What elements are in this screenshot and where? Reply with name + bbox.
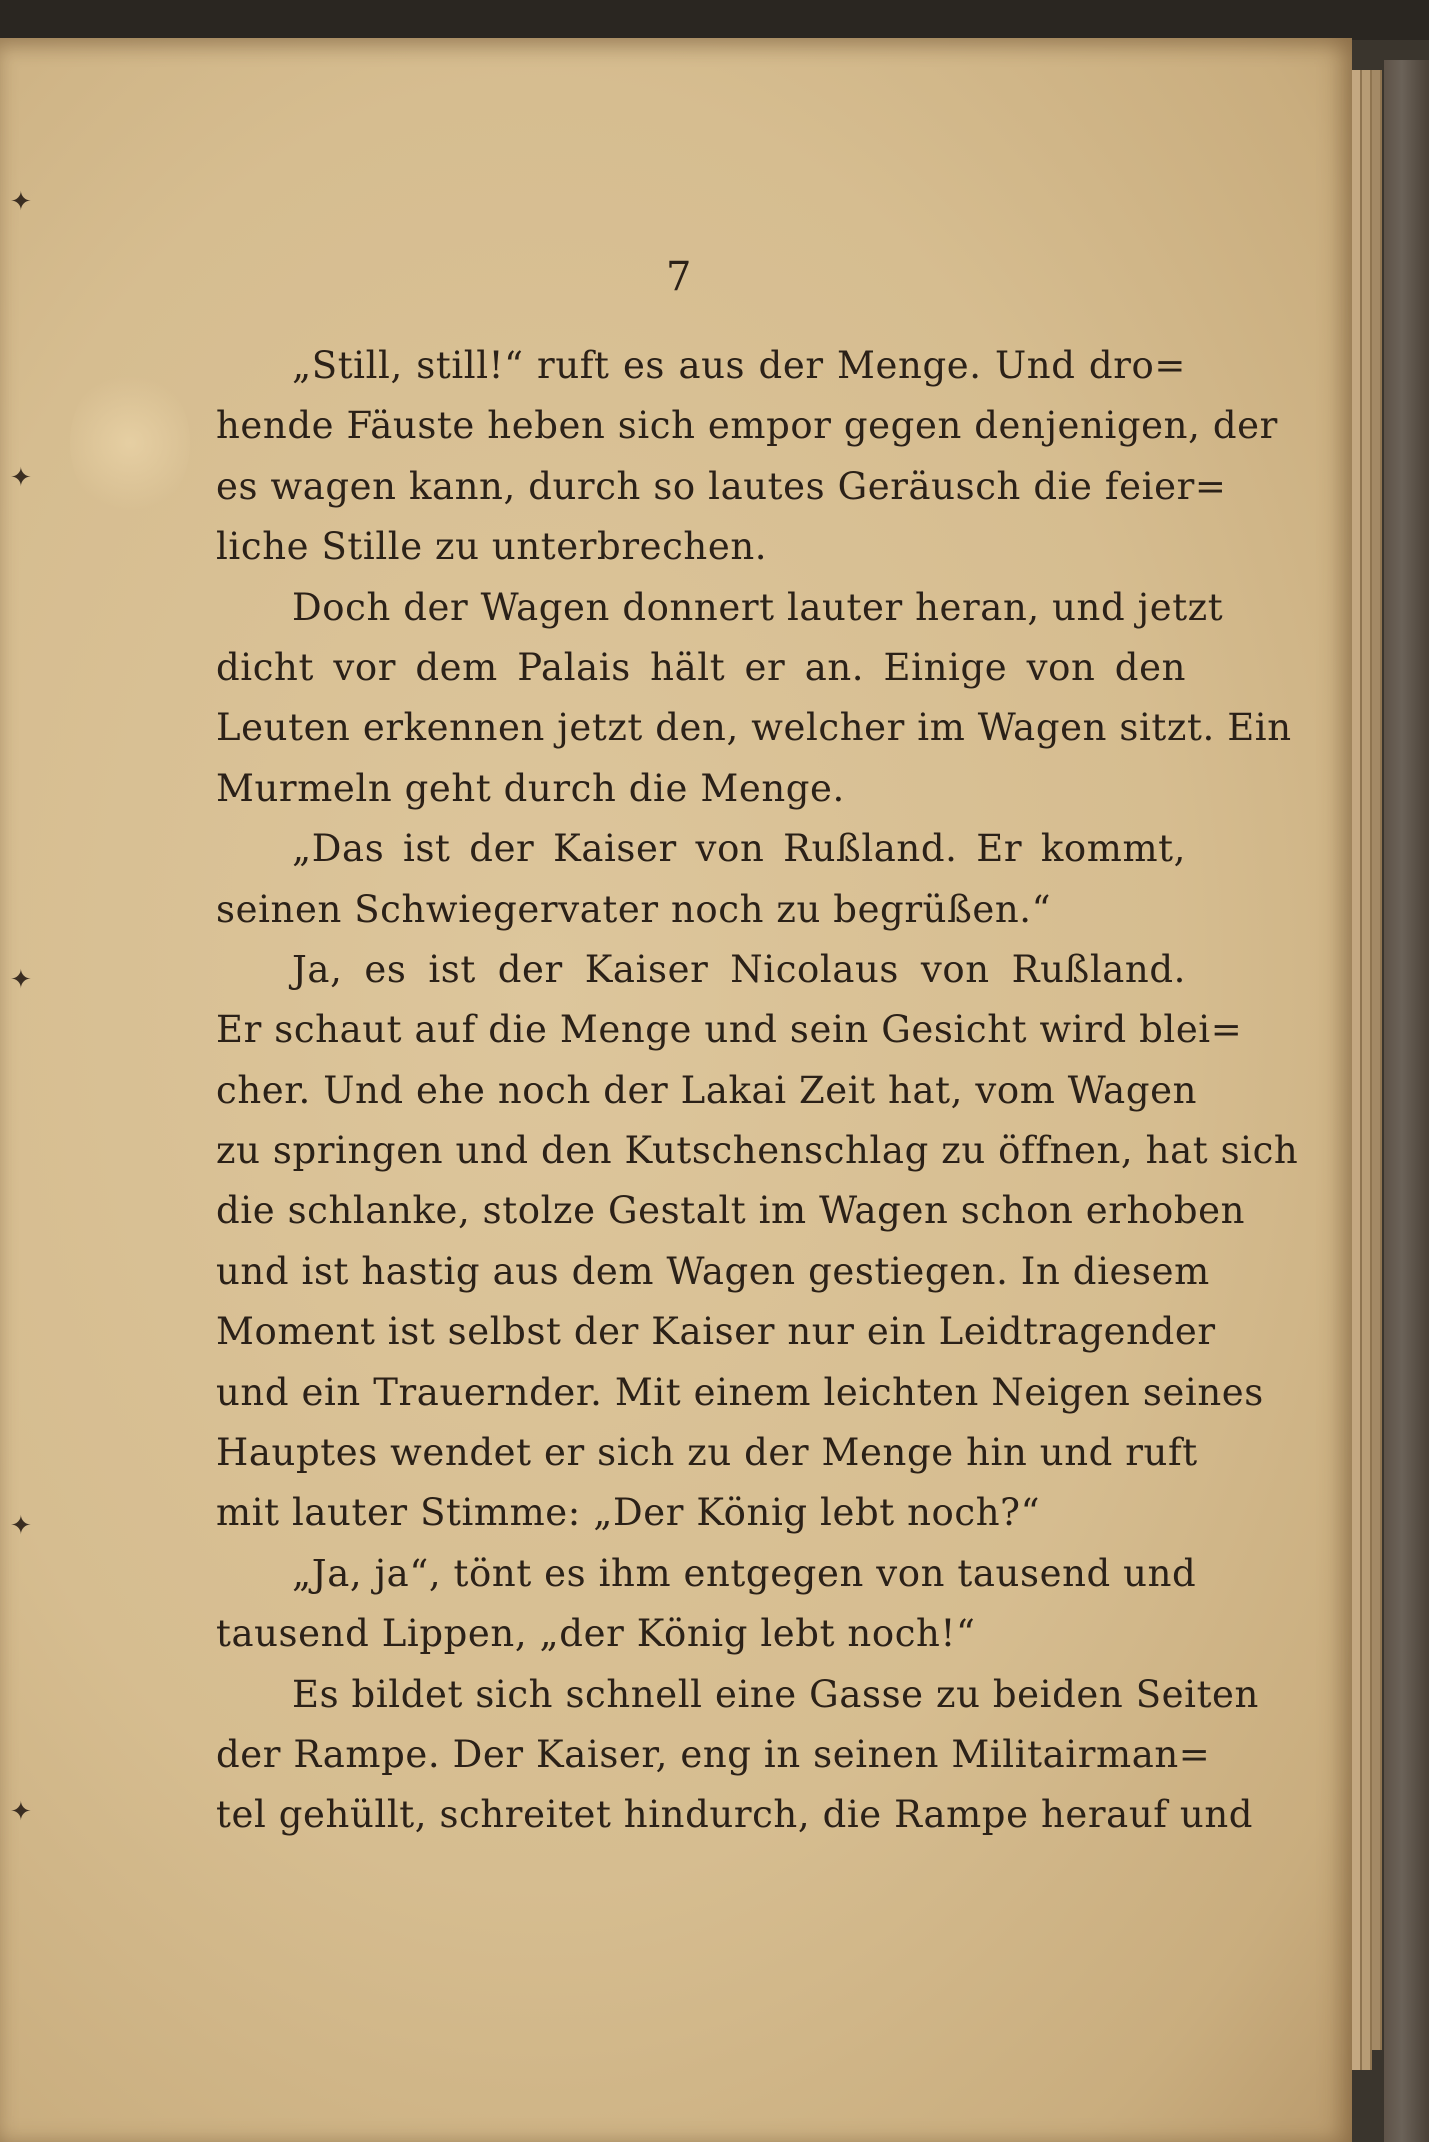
text-line: Er schaut auf die Menge und sein Gesicht wird blei= [216,1008,1243,1052]
paper-stain [70,368,190,518]
page-number: 7 [666,254,692,300]
text-line: dicht vor dem Palais hält er an. Einige von den [216,645,1186,689]
text-line: hende Fäuste heben sich empor gegen denjenigen, der [216,404,1278,448]
text-line: die schlanke, stolze Gestalt im Wagen schon erhoben [216,1189,1246,1233]
text-line: liche Stille zu unterbrechen. [216,525,768,569]
text-line: Hauptes wendet er sich zu der Menge hin und ruft [216,1431,1198,1475]
margin-mark: ✦ [10,463,32,493]
text-line: Leuten erkennen jetzt den, welcher im Wagen sitzt. Ein [216,706,1292,750]
margin-mark: ✦ [10,1511,32,1541]
text-line: tel gehüllt, schreitet hindurch, die Rampe herauf und [216,1793,1254,1837]
text-line: Murmeln geht durch die Menge. [216,766,845,810]
text-line: und ist hastig aus dem Wagen gestiegen. In diesem [216,1249,1210,1293]
margin-mark: ✦ [10,965,32,995]
text-line: Ja, es ist der Kaiser Nicolaus von Rußland. [292,947,1186,991]
book-spine [1384,60,1429,2142]
text-line: und ein Trauernder. Mit einem leichten Neigen seines [216,1370,1264,1414]
page-edges [1352,70,1362,2070]
text-line: Moment ist selbst der Kaiser nur ein Leidtragender [216,1310,1216,1354]
text-line: „Das ist der Kaiser von Rußland. Er kommt, [292,827,1186,871]
book-cover-edge [0,0,1429,40]
text-line: cher. Und ehe noch der Lakai Zeit hat, vom Wagen [216,1068,1198,1112]
text-line: „Ja, ja“, tönt es ihm entgegen von tausend und [292,1551,1197,1595]
text-line: „Still, still!“ ruft es aus der Menge. Und dro= [292,344,1186,387]
text-line: tausend Lippen, „der König lebt noch!“ [216,1612,976,1656]
text-line: zu springen und den Kutschenschlag zu öffnen, hat sich [216,1129,1299,1173]
text-line: seinen Schwiegervater noch zu begrüßen.“ [216,887,1052,931]
text-line: mit lauter Stimme: „Der König lebt noch?“ [216,1491,1041,1535]
margin-mark: ✦ [10,1797,32,1827]
margin-mark: ✦ [10,187,32,217]
text-line: der Rampe. Der Kaiser, eng in seinen Militairman= [216,1732,1211,1776]
body-text [216,336,1299,1846]
text-line: es wagen kann, durch so lautes Geräusch die feier= [216,464,1227,508]
page-edges [1362,70,1372,2070]
text-line: Doch der Wagen donnert lauter heran, und jetzt [292,585,1224,629]
page-edges [1372,70,1382,2050]
text-line: Es bildet sich schnell eine Gasse zu beiden Seiten [292,1672,1259,1716]
book-page [0,38,1352,2142]
